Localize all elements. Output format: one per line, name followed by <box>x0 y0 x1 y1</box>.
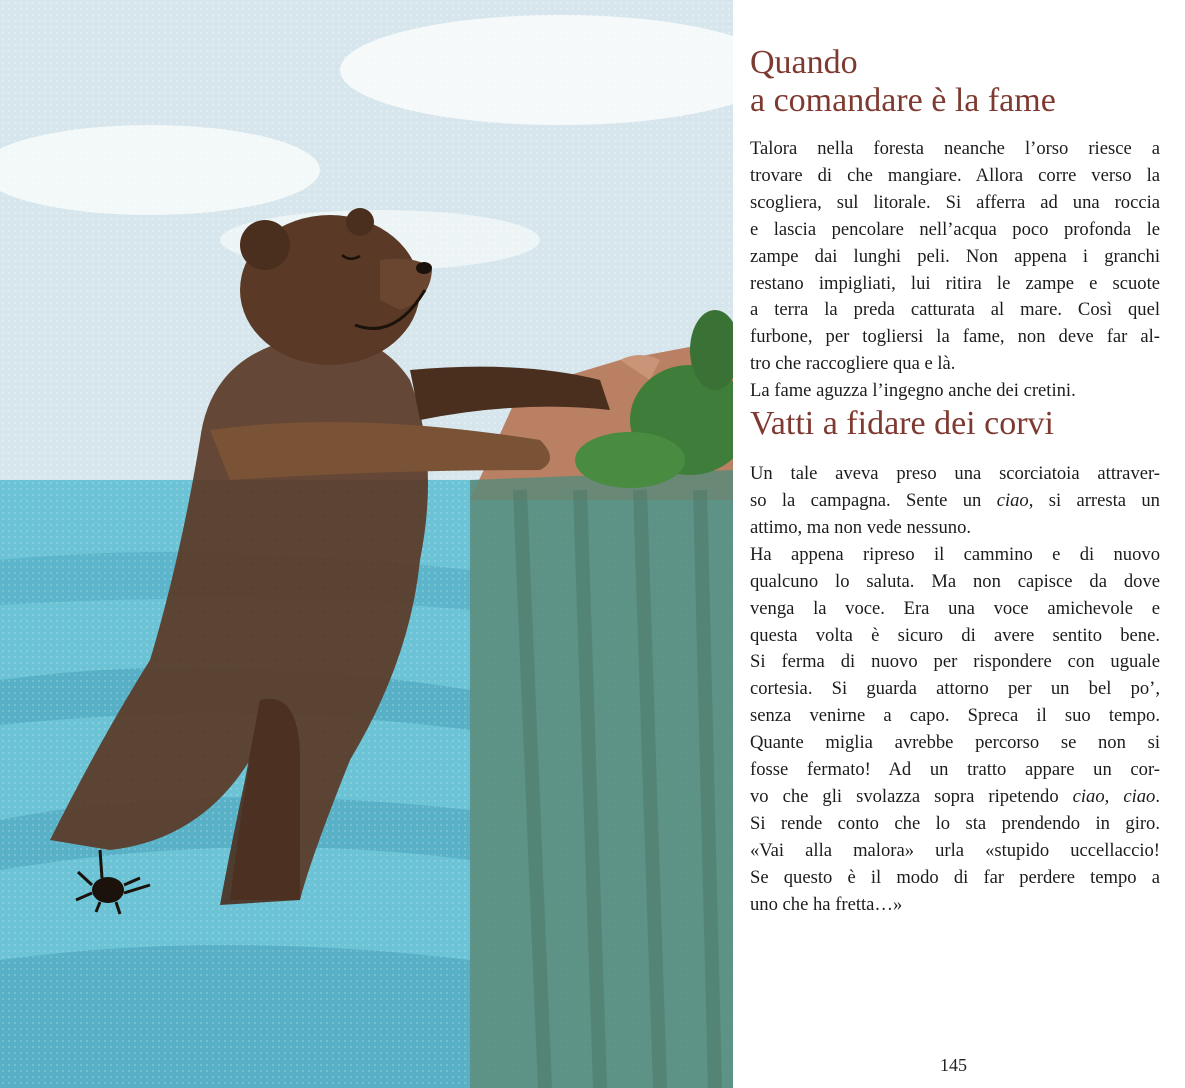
story2-line: qualcuno lo saluta. Ma non capisce da dove <box>750 570 1160 592</box>
story2-body <box>750 461 1160 918</box>
text-run: . <box>1155 785 1160 807</box>
story1-line: Talora nella foresta neanche l’orso riesce a <box>750 138 1160 159</box>
story1-title-line2: a comandare è la fame <box>750 82 1056 119</box>
story2-line: uno che ha fretta…» <box>750 893 903 915</box>
story1-line: a terra la preda catturata al mare. Così quel <box>750 299 1160 321</box>
story2-line: attimo, ma non vede nessuno. <box>750 516 972 538</box>
page-number: 145 <box>940 1055 967 1075</box>
story2-line: Se questo è il modo di far perdere tempo a <box>750 866 1160 888</box>
story1-moral: La fame aguzza l’ingegno anche dei cretini. <box>750 380 1076 402</box>
text-column <box>750 44 1160 918</box>
story1-title-line1: Quando <box>750 44 858 81</box>
text-run: , <box>1104 785 1124 807</box>
text-run: , si arresta un <box>1028 489 1160 511</box>
story2-line: Si rende conto che lo sta prendendo in giro. <box>750 812 1160 834</box>
story1-line: restano impigliati, lui ritira le zampe e scuote <box>750 272 1160 294</box>
text-run: vo che gli svolazza sopra ripetendo <box>750 785 1073 807</box>
text-run-italic: ciao <box>1123 785 1156 807</box>
story2-line: fosse fermato! Ad un tratto appare un cor- <box>750 759 1160 781</box>
story2-line <box>750 784 1160 811</box>
text-run: so la campagna. Sente un <box>750 489 997 511</box>
story2-line: venga la voce. Era una voce amichevole e <box>750 597 1160 619</box>
text-run-italic: ciao <box>1072 785 1105 807</box>
story2-line: senza venirne a capo. Spreca il suo tempo. <box>750 705 1160 727</box>
story2-line <box>750 488 1160 515</box>
story2-line: cortesia. Si guarda attorno per un bel po’, <box>750 678 1160 700</box>
story1-line: furbone, per togliersi la fame, non deve far al- <box>750 326 1160 348</box>
story2-line: Ha appena ripreso il cammino e di nuovo <box>750 543 1160 565</box>
story2-line: Si ferma di nuovo per rispondere con uguale <box>750 651 1160 673</box>
story1-title <box>750 44 1160 120</box>
story1-body <box>750 136 1160 405</box>
story2-title: Vatti a fidare dei corvi <box>750 405 1054 443</box>
story1-line: zampe dai lunghi peli. Non appena i granchi <box>750 245 1160 267</box>
story2-line: Quante miglia avrebbe percorso se non si <box>750 732 1160 754</box>
story1-line: scogliera, sul litorale. Si afferra ad una roccia <box>750 191 1160 213</box>
story2-line: Un tale aveva preso una scorciatoia attraver- <box>750 463 1160 485</box>
story2-line: «Vai alla malora» urla «stupido uccellaccio! <box>750 839 1160 861</box>
text-run-italic: ciao <box>996 489 1029 511</box>
story1-line: tro che raccogliere qua e là. <box>750 353 956 375</box>
story1-line: e lascia pencolare nell’acqua poco profonda le <box>750 218 1160 240</box>
story1-line: trovare di che mangiare. Allora corre verso la <box>750 164 1160 186</box>
story2-line: questa volta è sicuro di avere sentito bene. <box>750 624 1160 646</box>
